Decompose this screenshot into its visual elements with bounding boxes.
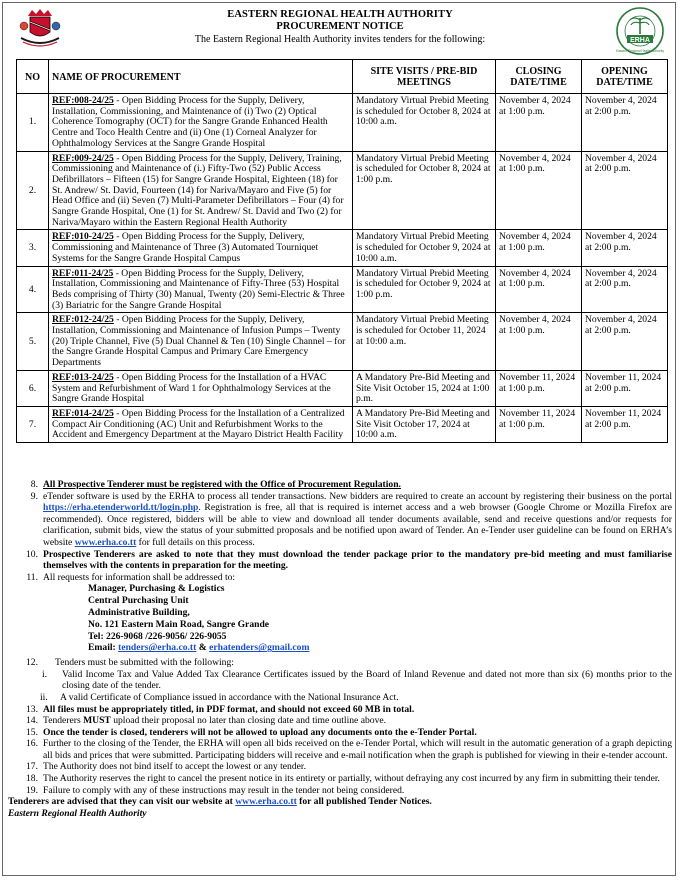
term-14: 14. Tenderers MUST upload their proposal no later than closing date and time outline above. bbox=[26, 715, 387, 727]
notice-header bbox=[80, 9, 600, 46]
procurement-ref: REF:011-24/25 bbox=[52, 267, 114, 279]
table-row bbox=[17, 151, 668, 230]
col-header-opening: OPENING DATE/TIME bbox=[582, 60, 668, 94]
opening-date: November 11, 2024 at 2:00 p.m. bbox=[582, 370, 668, 406]
procurement-name bbox=[49, 406, 353, 442]
row-number: 7. bbox=[17, 406, 49, 442]
closing-date: November 11, 2024 at 1:00 p.m. bbox=[496, 406, 582, 442]
opening-date: November 11, 2024 at 2:00 p.m. bbox=[582, 406, 668, 442]
row-number: 3. bbox=[17, 230, 49, 266]
procurement-ref: REF:013-24/25 bbox=[52, 371, 114, 383]
etender-portal-link[interactable]: https://erha.etenderworld.tt/login.php bbox=[43, 502, 199, 514]
procurement-name bbox=[49, 151, 353, 230]
procurement-desc: - Open Bidding Process for the Supply, Delivery, Installation, Commissioning and Maintenance of Fifty-Three (53) Hospital Beds comprising of Thirty (30) Manual, Twenty (20) Semi-Electric & Three (3) Bariatric for the Sangre Grande Hospital bbox=[52, 267, 345, 311]
term-9: 9. eTender software is used by the ERHA to process all tender transactions. New bidders are required to create an account by registering their business on the portal https://erha.etenderworld.tt/login.php. Registration is free, all that is required is internet access and a web browser (Google Chrome or Mozilla Firefox are recommended). Once registered, bidders will be able to view and download all tender documents available, send and receive questions and/or requests for clarification, submit bids, view the status of your submitted proposals and be notified upon award of Tender. An e-Tender user guideline can be found on ERHA’s website www.erha.co.tt for full details on this process. bbox=[30, 490, 672, 548]
contact-phone: Tel: 226-9068 /226-9056/ 226-9055 bbox=[88, 630, 227, 642]
closing-date: November 11, 2024 at 1:00 p.m. bbox=[496, 370, 582, 406]
site-visit: Mandatory Virtual Prebid Meeting is scheduled for October 8, 2024 at 10:00 a.m. bbox=[353, 94, 496, 152]
term-12-ii: ii. A valid Certificate of Compliance issued in accordance with the National Insurance Act. bbox=[40, 691, 399, 703]
procurement-desc: - Open Bidding Process for the Supply, Delivery, Training, Commissioning and Maintenance of (i.) Fifty-Two (52) Public Access Defibrillators – Fifteen (15) for Sangre Grande Hospital, Eighteen (18) for St. Andrew/ St. David, Fourteen (14) for Nariva/Mayaro and Five (5) for Head Office and (ii) Seven (7) Multi-Parameter Defibrillators – Four (4) for Sangre Grande Hospital, One (1) for St. Andrew/ St. David and Two (2) for Nariva/Mayaro within the Eastern Regional Health Authority bbox=[52, 152, 344, 228]
site-visit: Mandatory Virtual Prebid Meeting is scheduled for October 9, 2024 at 1:00 p.m. bbox=[353, 266, 496, 313]
procurement-desc: - Open Bidding Process for the Supply, Delivery, Commissioning and Maintenance of Three (3) Automated Tourniquet Systems for the Sangre Grande Hospital Campus bbox=[52, 231, 319, 264]
procurement-ref: REF:012-24/25 bbox=[52, 314, 114, 326]
footer-signature: Eastern Regional Health Authority bbox=[8, 807, 147, 819]
procurement-desc: - Open Bidding Process for the Supply, Delivery, Installation, Commissioning and Maintenance of Infusion Pumps – Twenty (20) Triple Channel, Five (5) Dual Channel & Ten (10) Single Channel – for the Sangre Grande Hospital Campus and Primary Care Emergency Departments bbox=[52, 314, 346, 369]
notice-terms bbox=[8, 479, 672, 819]
intro-text: The Eastern Regional Health Authority invites tenders for the following: bbox=[194, 34, 486, 45]
table-row bbox=[17, 370, 668, 406]
procurement-table bbox=[16, 59, 668, 443]
erha-logo bbox=[614, 6, 666, 56]
procurement-name bbox=[49, 230, 353, 266]
footer-website-link[interactable]: www.erha.co.tt bbox=[235, 796, 297, 808]
email-link-gmail[interactable]: erhatenders@gmail.com bbox=[209, 642, 310, 654]
procurement-ref: REF:008-24/25 bbox=[52, 95, 114, 106]
table-row bbox=[17, 94, 668, 152]
procurement-desc: - Open Bidding Process for the Installation of a Centralized Compact Air Conditioning (AC) Unit and Refurbishment Works to the Accident and Emergency Department at the Mayaro District Health Facility bbox=[52, 407, 345, 441]
col-header-closing: CLOSING DATE/TIME bbox=[496, 60, 582, 94]
procurement-desc: - Open Bidding Process for the Installation of a HVAC System and Refurbishment of Ward 1 for Ophthalmology Services at the Sangre Grande Hospital bbox=[52, 371, 331, 405]
procurement-name bbox=[49, 266, 353, 313]
notice-title: PROCUREMENT NOTICE bbox=[276, 21, 404, 32]
table-row bbox=[17, 230, 668, 266]
procurement-ref: REF:014-24/25 bbox=[52, 407, 114, 419]
site-visit: Mandatory Virtual Prebid Meeting is scheduled for October 8, 2024 at 1:00 p.m. bbox=[353, 151, 496, 230]
term-16: 16. Further to the closing of the Tender, the ERHA will open all bids received on the e-Tender Portal, which will result in the automatic generation of a graph depicting all bids and prices that were submitted. Participating bidders will receive and e-mail notification when the graph is published for viewing in their e-tender account. bbox=[26, 738, 672, 761]
procurement-ref: REF:010-24/25 bbox=[52, 231, 114, 243]
term-13: 13. All files must be appropriately titled, in PDF format, and should not exceed 60 MB in total. bbox=[26, 703, 415, 715]
contact-address: Manager, Purchasing & Logistics Central Purchasing Unit Administrative Building, No. 121 Eastern Main Road, Sangre Grande Tel: 226-9068 /226-9056/ 226-9055 Email: tenders@erha.co.tt & erhatenders@gmail.com bbox=[16, 583, 672, 654]
term-11: 11. All requests for information shall be addressed to: bbox=[26, 571, 236, 583]
term-8: 8. All Prospective Tenderer must be registered with the Office of Procurement Regulation. bbox=[30, 479, 401, 490]
procurement-name bbox=[49, 313, 353, 371]
procurement-name bbox=[49, 370, 353, 406]
site-visit: A Mandatory Pre-Bid Meeting and Site Visit October 17, 2024 at 10:00 a.m. bbox=[353, 406, 496, 442]
closing-date: November 4, 2024 at 1:00 p.m. bbox=[496, 266, 582, 313]
opening-date: November 4, 2024 at 2:00 p.m. bbox=[582, 94, 668, 152]
erha-website-link[interactable]: www.erha.co.tt bbox=[74, 536, 137, 548]
erha-logo-text: ERHA bbox=[630, 36, 650, 44]
opening-date: November 4, 2024 at 2:00 p.m. bbox=[582, 313, 668, 371]
row-number: 1. bbox=[17, 94, 49, 152]
site-visit: A Mandatory Pre-Bid Meeting and Site Visit October 15, 2024 at 1:00 p.m. bbox=[353, 370, 496, 406]
term-12-i: i. Valid Income Tax and Value Added Tax Clearance Certificates issued by the Board of Inland Revenue and dated not more than six (6) months prior to the closing date of the tender. bbox=[42, 668, 672, 692]
term-12: 12. Tenders must be submitted with the following: bbox=[26, 657, 234, 669]
coat-of-arms-icon bbox=[18, 8, 62, 50]
opening-date: November 4, 2024 at 2:00 p.m. bbox=[582, 151, 668, 230]
email-link-tenders[interactable]: tenders@erha.co.tt bbox=[118, 642, 197, 654]
procurement-desc: - Open Bidding Process for the Supply, Delivery, Installation, Commissioning, and Maintenance of (i) Two (2) Optical Coherence Tomography (OCT) for the Sangre Grande Enhanced Health Centre and Toco Health Centre and (ii) One (1) Corneal Analyzer for Ophthalmology Services at the Sangre Grande Hospital bbox=[52, 95, 328, 149]
term-19: 19. Failure to comply with any of these instructions may result in the tender not being considered. bbox=[26, 784, 405, 796]
term-18: 18. The Authority reserves the right to cancel the present notice in its entirety or partially, without defraying any cost incurred by any firm in submitting their tender. bbox=[26, 773, 660, 785]
site-visit: Mandatory Virtual Prebid Meeting is scheduled for October 9, 2024 at 10:00 a.m. bbox=[353, 230, 496, 266]
row-number: 2. bbox=[17, 151, 49, 230]
closing-date: November 4, 2024 at 1:00 p.m. bbox=[496, 94, 582, 152]
col-header-site: SITE VISITS / PRE-BID MEETINGS bbox=[353, 60, 496, 94]
col-header-name: NAME OF PROCUREMENT bbox=[49, 60, 353, 94]
table-row bbox=[17, 266, 668, 313]
row-number: 6. bbox=[17, 370, 49, 406]
col-header-no: NO bbox=[17, 60, 49, 94]
term-17: 17. The Authority does not bind itself to accept the lowest or any tender. bbox=[26, 761, 306, 773]
row-number: 5. bbox=[17, 313, 49, 371]
site-visit: Mandatory Virtual Prebid Meeting is scheduled for October 11, 2024 at 10:00 a.m. bbox=[353, 313, 496, 371]
procurement-ref: REF:009-24/25 bbox=[52, 152, 114, 164]
row-number: 4. bbox=[17, 266, 49, 313]
table-row bbox=[17, 313, 668, 371]
opening-date: November 4, 2024 at 2:00 p.m. bbox=[582, 230, 668, 266]
closing-date: November 4, 2024 at 1:00 p.m. bbox=[496, 313, 582, 371]
table-row bbox=[17, 406, 668, 442]
term-10: 10. Prospective Tenderers are asked to note that they must download the tender package prior to the mandatory pre-bid meeting and must familiarise themselves with the contents in preparation for the meeting. bbox=[26, 548, 672, 572]
procurement-name bbox=[49, 94, 353, 152]
opening-date: November 4, 2024 at 2:00 p.m. bbox=[582, 266, 668, 313]
term-15: 15. Once the tender is closed, tenderers will not be allowed to upload any documents onto the e-Tender Portal. bbox=[26, 726, 477, 738]
org-title: EASTERN REGIONAL HEALTH AUTHORITY bbox=[227, 9, 453, 20]
closing-date: November 4, 2024 at 1:00 p.m. bbox=[496, 230, 582, 266]
erha-logo-ring-text: Eastern Regional Health Authority bbox=[616, 49, 664, 53]
footer-note: Tenderers are advised that they can visit our website at www.erha.co.tt for all published Tender Notices. Eastern Regional Health Authority bbox=[8, 796, 672, 819]
closing-date: November 4, 2024 at 1:00 p.m. bbox=[496, 151, 582, 230]
